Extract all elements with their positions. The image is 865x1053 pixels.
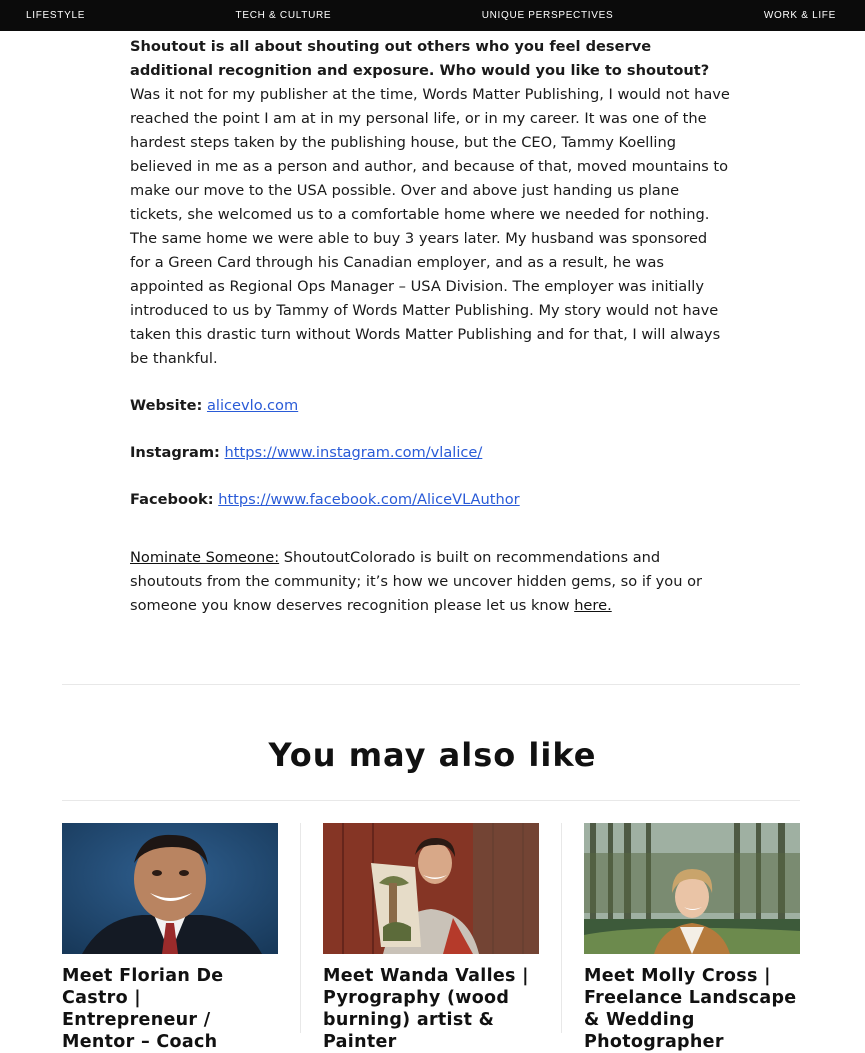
- nominate-text: ShoutoutColorado is built on recommendations and shoutouts from the community; it’s how we uncover hidden gems, so if you or someone you know deserves recognition please let us know: [130, 549, 703, 614]
- nav-unique-perspectives[interactable]: UNIQUE PERSPECTIVES: [481, 10, 614, 21]
- instagram-line: [130, 441, 730, 465]
- instagram-label: Instagram:: [130, 444, 220, 461]
- article-body: [130, 35, 730, 618]
- related-card[interactable]: [62, 823, 278, 1053]
- card-title[interactable]: Meet Wanda Valles | Pyrography (wood burning) artist & Painter: [323, 966, 529, 1052]
- card-separator: [300, 823, 301, 1033]
- nav-lifestyle[interactable]: LIFESTYLE: [26, 10, 86, 21]
- card-image-artist[interactable]: [323, 823, 539, 954]
- section-divider: [62, 684, 800, 685]
- nav-work-life[interactable]: WORK & LIFE: [763, 10, 836, 21]
- nominate-here-link[interactable]: here.: [574, 597, 612, 614]
- nominate-paragraph: [130, 546, 730, 618]
- interview-question: Shoutout is all about shouting out others who you feel deserve additional recognition and exposure. Who would you like to shoutout?: [130, 38, 710, 79]
- interview-answer: Was it not for my publisher at the time, Words Matter Publishing, I would not have reached the point I am at in my personal life, or in my career. It was one of the hardest steps taken by the publishing house, but the CEO, Tammy Koelling believed in me as a person and author, and because of that, moved mountains to make our move to the USA possible. Over and above just handing us plane tickets, she welcomed us to a comfortable home where we needed for nothing. The same home we were able to buy 3 years later. My husband was sponsored for a Green Card through his Canadian employer, and as a result, he was appointed as Regional Ops Manager – USA Division. The employer was initially introduced to us by Tammy of Words Matter Publishing. My story would not have taken this drastic turn without Words Matter Publishing and for that, I will always be thankful.: [130, 86, 730, 367]
- heading-divider: [62, 800, 800, 801]
- card-separator: [561, 823, 562, 1033]
- facebook-label: Facebook:: [130, 491, 214, 508]
- facebook-line: [130, 488, 730, 512]
- card-image-photographer[interactable]: [584, 823, 800, 954]
- instagram-link[interactable]: https://www.instagram.com/vlalice/: [224, 444, 483, 461]
- related-heading: You may also like: [268, 736, 597, 774]
- nominate-someone-link[interactable]: Nominate Someone:: [130, 549, 280, 566]
- nav-tech-culture[interactable]: TECH & CULTURE: [235, 10, 332, 21]
- website-label: Website:: [130, 397, 203, 414]
- website-link[interactable]: alicevlo.com: [206, 397, 299, 414]
- website-line: [130, 394, 730, 418]
- related-cards: [62, 823, 800, 1052]
- related-card[interactable]: [584, 823, 800, 1053]
- facebook-link[interactable]: https://www.facebook.com/AliceVLAuthor: [218, 491, 520, 508]
- top-navigation: [0, 0, 865, 31]
- related-card[interactable]: [323, 823, 539, 1053]
- card-title[interactable]: Meet Molly Cross | Freelance Landscape & Wedding Photographer: [584, 966, 797, 1052]
- card-image-portrait[interactable]: [62, 823, 278, 954]
- card-title[interactable]: Meet Florian De Castro | Entrepreneur / Mentor – Coach: [62, 966, 224, 1052]
